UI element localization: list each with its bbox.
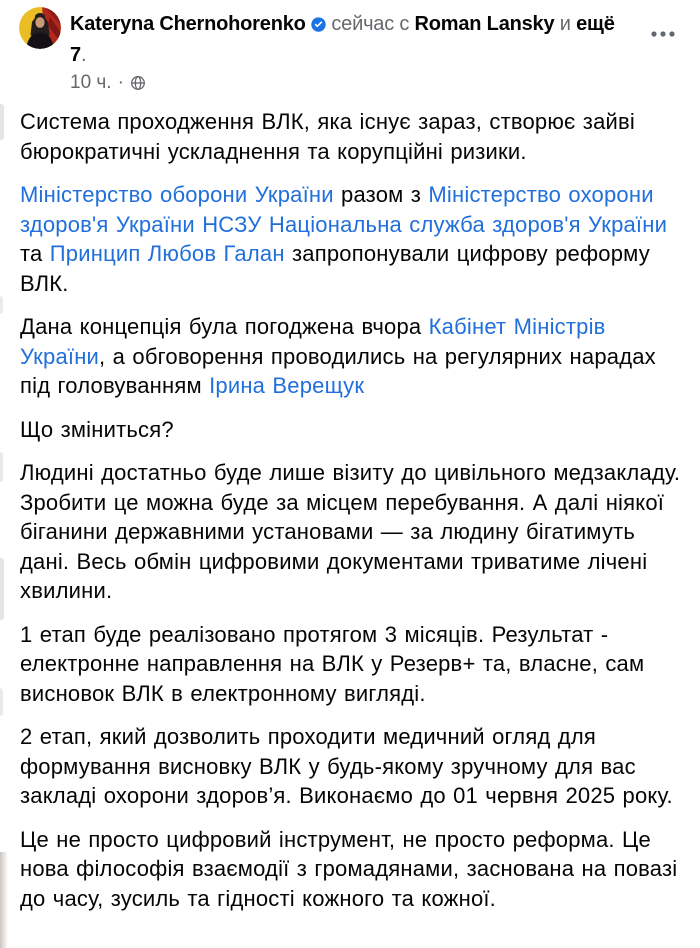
post-text: запропонували цифрову реформу ВЛК. xyxy=(20,241,650,296)
privacy-public-icon xyxy=(130,75,146,91)
post-text: разом з xyxy=(333,182,429,207)
post-meta xyxy=(70,72,684,94)
avatar[interactable] xyxy=(19,7,61,49)
post-text: та xyxy=(20,241,50,266)
post-link[interactable]: НСЗУ Національна служба здоров'я України xyxy=(202,211,668,237)
verified-badge-icon xyxy=(311,17,326,32)
context-text: . xyxy=(80,44,87,66)
author-name[interactable]: Kateryna Chernohorenko xyxy=(70,13,306,35)
post-text: Що зміниться? xyxy=(20,416,174,442)
post-paragraph xyxy=(20,312,686,401)
post-paragraph xyxy=(20,415,686,445)
post-header xyxy=(0,0,700,94)
post-paragraph xyxy=(20,458,686,606)
post-paragraph xyxy=(20,107,686,166)
context-text: сейчас с xyxy=(331,13,410,35)
post-paragraph xyxy=(20,620,686,709)
tagged-friend[interactable]: Roman Lansky xyxy=(414,13,555,35)
post-link[interactable]: Ірина Верещук xyxy=(209,373,365,398)
post-link[interactable]: Міністерство оборони України xyxy=(20,182,334,207)
post-options-button[interactable] xyxy=(644,24,682,44)
post-body xyxy=(0,94,700,913)
timestamp[interactable]: 10 ч. xyxy=(70,72,112,93)
post-text: 2 етап, який дозволить проходити медичний огляд для формування висновку ВЛК у будь-якому зручному для вас закладі охорони здоров’я. Виконаємо до 01 червня 2025 року. xyxy=(20,724,673,808)
context-text: и xyxy=(559,13,571,35)
post-paragraph xyxy=(20,722,686,811)
tagged-more[interactable]: ещё 7 xyxy=(70,13,615,66)
post-link[interactable]: Кабінет Міністрів України xyxy=(20,314,606,369)
post-paragraph xyxy=(20,825,686,914)
post-text: Це не просто цифровий інструмент, не просто реформа. Це нова філософія взаємодії з громадянами, заснована на повазі до часу, зусиль та гідності кожного та кожної. xyxy=(20,826,678,911)
post-text: 1 етап буде реалізовано протягом 3 місяців. Результат - електронне направлення на ВЛК у Резерв+ та, власне, сам висновок ВЛК в електронному вигляді. xyxy=(20,621,645,706)
post-link[interactable]: Міністерство охорони здоров'я України xyxy=(20,182,654,237)
post-link[interactable]: Принцип Любов Галан xyxy=(49,241,285,266)
meta-separator: · xyxy=(117,72,124,93)
post-text: Дана концепція була погоджена вчора xyxy=(20,314,429,339)
header-info xyxy=(70,7,684,94)
post-text: Система проходження ВЛК, яка існує зараз, створює зайві бюрократичні ускладнення та корупційні ризики. xyxy=(20,109,635,164)
post-text: Людині достатньо буде лише візиту до цивільного медзакладу. Зробити це можна буде за місцем перебування. А далі ніякої біганини державними установами — за людину бігатимуть дані. Весь обмін цифровими документами триватиме лічені хвилини. xyxy=(20,460,681,603)
post-paragraph xyxy=(20,180,686,298)
post-text: , а обговорення проводились на регулярних нарадах під головуванням xyxy=(20,343,656,398)
post-byline xyxy=(70,9,618,71)
